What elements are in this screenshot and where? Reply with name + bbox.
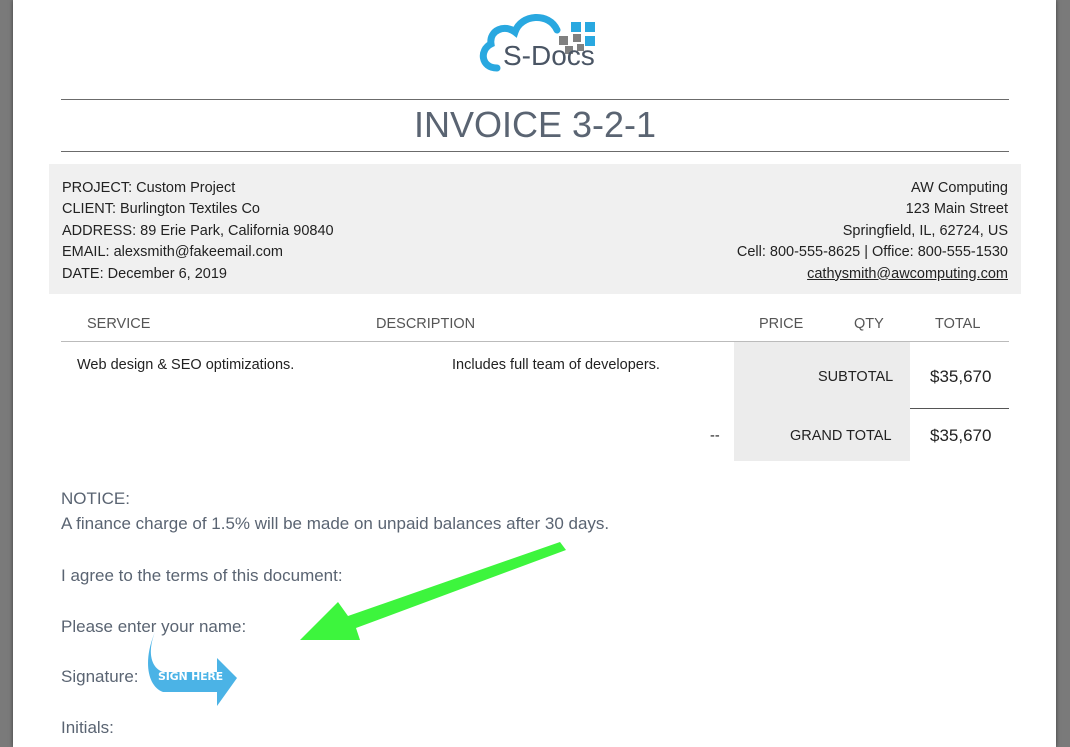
row-service: Web design & SEO optimizations. <box>77 357 295 373</box>
row-description: Includes full team of developers. <box>452 357 660 373</box>
title-bottom-rule <box>61 151 1009 152</box>
subtotal-label: SUBTOTAL <box>818 369 894 385</box>
header-description: DESCRIPTION <box>376 316 476 332</box>
company-phones: Cell: 800-555-8625 | Office: 800-555-1530 <box>736 244 1008 261</box>
info-panel <box>49 164 1021 294</box>
client-line: CLIENT: Burlington Textiles Co <box>62 201 260 218</box>
grand-total-value: $35,670 <box>930 426 992 445</box>
company-info <box>737 178 1008 285</box>
agreement-text: I agree to the terms of this document: <box>61 566 343 585</box>
company-street: 123 Main Street <box>905 201 1008 218</box>
client-info <box>62 178 334 285</box>
header-price: PRICE <box>759 316 804 332</box>
sign-here-label[interactable]: SIGN HERE <box>158 670 223 683</box>
date-line: DATE: December 6, 2019 <box>62 265 227 282</box>
company-city: Springfield, IL, 62724, US <box>842 222 1008 239</box>
subtotal-value: $35,670 <box>930 367 992 386</box>
initials-prompt: Initials: <box>61 718 114 737</box>
company-email-link[interactable]: cathysmith@awcomputing.com <box>807 265 1008 282</box>
address-line: ADDRESS: 89 Erie Park, California 90840 <box>62 222 334 239</box>
invoice-title: INVOICE 3-2-1 <box>413 104 657 145</box>
notice-text: A finance charge of 1.5% will be made on unpaid balances after 30 days. <box>61 514 610 533</box>
s-docs-logo <box>475 6 615 78</box>
name-prompt: Please enter your name: <box>61 617 247 636</box>
row-dash: -- <box>710 428 720 444</box>
company-name: AW Computing <box>911 180 1008 196</box>
header-qty: QTY <box>854 316 884 332</box>
header-service: SERVICE <box>87 316 151 332</box>
title-top-rule <box>61 99 1009 100</box>
notice-heading: NOTICE: <box>61 489 130 508</box>
grand-total-label: GRAND TOTAL <box>790 428 892 444</box>
green-pointer-arrow-icon <box>298 540 578 650</box>
signature-prompt: Signature: <box>61 667 139 686</box>
invoice-page <box>13 0 1056 747</box>
email-line: EMAIL: alexsmith@fakeemail.com <box>62 244 284 261</box>
totals-rule <box>910 408 1009 409</box>
logo-text: S-Docs <box>503 40 595 71</box>
project-line: PROJECT: Custom Project <box>62 180 236 196</box>
header-total: TOTAL <box>935 316 981 332</box>
